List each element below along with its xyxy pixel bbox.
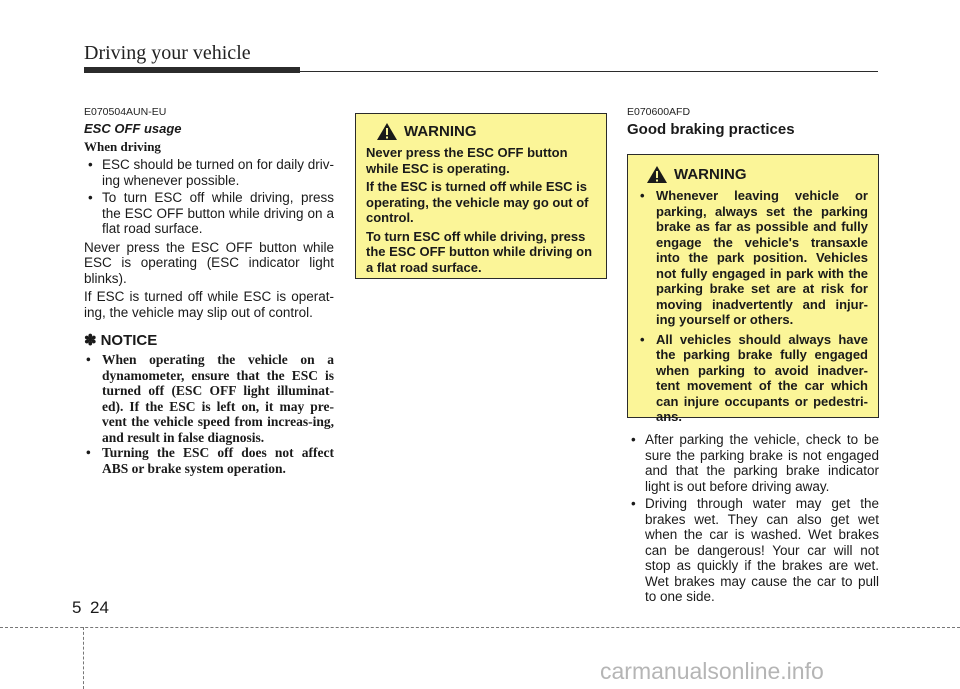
- warning-list: [638, 188, 868, 425]
- notice-heading: [84, 331, 334, 349]
- footer-divider: [83, 627, 84, 689]
- notice-list: [84, 352, 334, 476]
- chapter-number: 5: [72, 598, 82, 617]
- notice-title: NOTICE: [100, 331, 158, 349]
- list-item: • All vehicles should always have the parking brake fully engaged when parking to avoid inadver-tent movement of the car which can injure occupants or pedestri-ans.: [638, 332, 868, 425]
- section-subtitle: ESC OFF usage: [84, 121, 182, 136]
- paragraph: If ESC is turned off while ESC is operat-ing, the vehicle may slip out of control.: [84, 289, 334, 320]
- braking-bullets: [627, 432, 879, 607]
- list-item: • When operating the vehicle on a dynamometer, ensure that the ESC is turned off (ESC OFF light illuminat-ed). If the ESC is left on, it may pre-vent the vehicle speed from increas-ing, and result in false diagnosis.: [84, 352, 334, 445]
- warning-box-esc: [355, 113, 607, 279]
- warning-text: Never press the ESC OFF button while ESC is operating.: [366, 145, 568, 176]
- warning-text: To turn ESC off while driving, press the ESC OFF button while driving on a flat road surface.: [366, 228, 593, 275]
- notice-star-icon: ✽: [84, 332, 97, 349]
- warning-heading: [638, 165, 868, 184]
- list-item: • ESC should be turned on for daily driv-ing whenever possible.: [84, 157, 334, 188]
- when-driving-heading: When driving: [84, 139, 161, 154]
- warning-triangle-icon: [646, 165, 668, 184]
- page-number: 24: [90, 598, 109, 617]
- esc-off-usage-section: [84, 106, 334, 476]
- list-item: • Whenever leaving vehicle or parking, always set the parking brake as far as possible and fully engage the vehicle's transaxle into the park position. Vehicles not fully engaged in park with the parking brake set are at risk for moving inadvertently and injur-ing yourself or others.: [638, 188, 868, 328]
- list-item: • After parking the vehicle, check to be sure the parking brake is not engaged and that the parking brake indicator light is out before driving away.: [627, 432, 879, 494]
- warning-text: If the ESC is turned off while ESC is operating, the vehicle may go out of control.: [366, 179, 589, 225]
- header-bar: [84, 67, 300, 73]
- watermark: carmanualsonline.info: [600, 658, 824, 684]
- footer-rule: [0, 627, 960, 628]
- warning-triangle-icon: [376, 122, 398, 141]
- paragraph: Never press the ESC OFF button while ESC is operating (ESC indicator light blinks).: [84, 239, 334, 286]
- list-item: • Turning the ESC off does not affect ABS or brake system operation.: [84, 445, 334, 476]
- warning-label: WARNING: [404, 123, 477, 140]
- section-title: Good braking practices: [627, 121, 795, 138]
- section-code: E070504AUN-EU: [84, 106, 167, 118]
- braking-practices-section: [627, 106, 879, 144]
- warning-label: WARNING: [674, 166, 747, 183]
- list-item: • Driving through water may get the brakes wet. They can also get wet when the car is washed. Wet brakes can be dangerous! Your car will not stop as quickly if the brakes are wet. Wet brakes may cause the car to pull to one side.: [627, 496, 879, 605]
- warning-heading: [366, 122, 596, 141]
- list-item: • To turn ESC off while driving, press the ESC OFF button while driving on a flat road surface.: [84, 190, 334, 237]
- section-code: E070600AFD: [627, 106, 691, 118]
- header-rule: [300, 71, 878, 72]
- warning-box-parking: [627, 154, 879, 424]
- driving-bullets: [84, 157, 334, 237]
- page-header-title: Driving your vehicle: [84, 42, 251, 64]
